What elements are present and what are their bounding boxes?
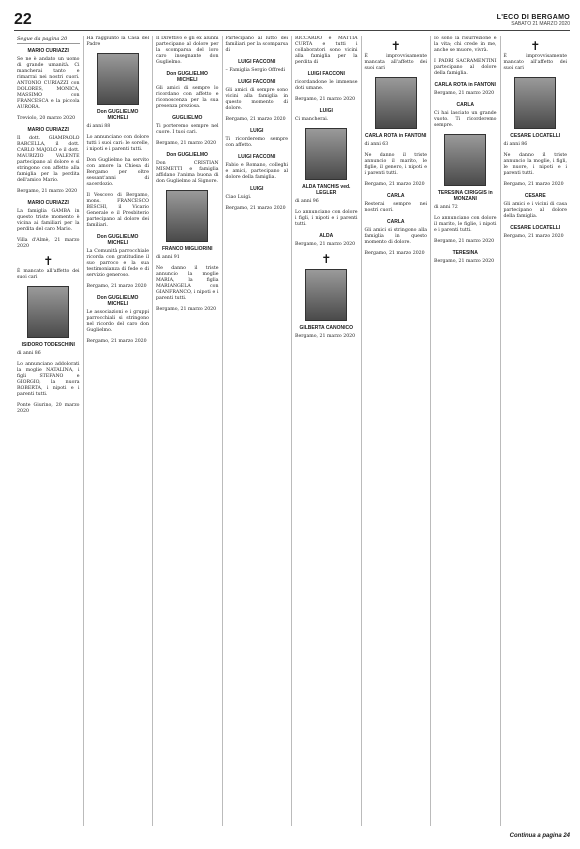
- portrait-photo: [514, 77, 556, 129]
- notice-text: Bergamo, 21 marzo 2020: [225, 206, 286, 211]
- notice-text: Bergamo, 21 marzo 2020: [295, 97, 356, 102]
- deceased-name: CARLA ROTA in FANTONI: [434, 82, 496, 88]
- notice-text: di anni 91: [156, 255, 180, 260]
- notice-text: Le associazioni e i gruppi parrocchiali si stringono nel ricordo del caro don Guglielmo.: [86, 310, 149, 333]
- deceased-name: ISIDORO TODESCHINI: [21, 342, 75, 348]
- notice-text: Ha raggiunto la Casa del Padre: [86, 36, 149, 47]
- deceased-name: TERESINA CIRIGGIS in MONZANI: [437, 190, 493, 202]
- notice-text: Il dott. GIAMPAOLO BARCELLA, il dott. CARLO MAJOLO e il dott. MAURIZIO VALENTE partecipano al dolore e si stringono con affetto alla famiglia per la perdita dell'amico Mario.: [17, 136, 80, 183]
- notice-text: Fabio e Romano, colleghi e amici, partecipano al dolore della famiglia.: [225, 163, 288, 180]
- deceased-name: CESARE LOCATELLI: [510, 225, 561, 231]
- deceased-name: CESARE LOCATELLI: [510, 133, 561, 139]
- column-2: [84, 36, 154, 826]
- notice-text: di anni 86: [17, 351, 41, 356]
- deceased-name: GILBERTA CANONICO: [299, 325, 354, 331]
- page-header: [14, 10, 570, 31]
- notice-text: Se ne è andato un uomo di grande umanità. Ci mancherai tanto e rimarrai nei nostri cuori. ANTONIO CURIAZZI con DOLORES, MONICA, MASSIMO con FRANCESCA e la piccola AURORA.: [17, 57, 80, 110]
- portrait-photo: [375, 77, 417, 129]
- notice-text: Partecipano al lutto dei familiari per la scomparsa di: [225, 36, 288, 53]
- column-5: [292, 36, 362, 826]
- cross-icon: ✝: [530, 39, 541, 53]
- notice-text: Bergamo, 21 marzo 2020: [295, 242, 356, 247]
- notice-text: Bergamo, 21 marzo 2020: [434, 239, 495, 244]
- notice-text: Gli amici di sempre sono vicini alla famiglia in questo momento di dolore.: [225, 88, 288, 111]
- notice-text: Bergamo, 21 marzo 2020: [156, 307, 217, 312]
- deceased-name: FRANCO MIGLIORINI: [161, 246, 213, 252]
- cross-icon: ✝: [390, 39, 401, 53]
- notice-text: Bergamo, 21 marzo 2020: [86, 284, 147, 289]
- notice-text: Don Guglielmo ha servito con amore la Chiesa di Bergamo per oltre sessant'anni di sacerdozio.: [86, 158, 149, 187]
- column-6: [362, 36, 432, 826]
- notice-text: È improvvisamente mancato all'affetto dei suoi cari: [503, 54, 567, 71]
- column-4: [223, 36, 293, 826]
- column-3: [153, 36, 223, 826]
- section-continued-label: Segue da pagina 20: [17, 36, 80, 44]
- deceased-name: Don GUGLIELMO: [166, 152, 208, 158]
- notice-text: ricordandone le immense doti umane.: [295, 80, 358, 91]
- notice-text: Villa d'Almè, 21 marzo 2020: [17, 238, 80, 249]
- deceased-name: MARIO CURIAZZI: [27, 127, 69, 133]
- notice-text: Lo annunciano con dolore i figli, i nipoti e i parenti tutti.: [295, 210, 358, 227]
- deceased-name: GUGLIELMO: [172, 115, 203, 121]
- continuation-note: Continua a pagina 24: [509, 833, 570, 839]
- notice-text: Il Vescovo di Bergamo, mons. FRANCESCO BESCHI, il Vicario Generale e il Presbiterio partecipano al dolore dei familiari.: [86, 193, 149, 228]
- notice-text: Bergamo, 21 marzo 2020: [295, 334, 356, 339]
- notice-text: Lo annunciano con dolore tutti i suoi cari: le sorelle, i nipoti e i parenti tutti.: [86, 135, 149, 152]
- portrait-photo: [97, 53, 139, 105]
- deceased-name: CARLA ROTA in FANTONI: [365, 133, 427, 139]
- column-1: [14, 36, 84, 826]
- notice-text: Ci mancherai.: [295, 117, 329, 122]
- notice-text: Treviolo, 20 marzo 2020: [17, 116, 76, 121]
- notice-text: Bergamo, 21 marzo 2020: [503, 234, 564, 239]
- notice-text: Ti ricorderemo sempre con affetto.: [225, 137, 288, 148]
- notice-text: Bergamo, 21 marzo 2020: [156, 141, 217, 146]
- deceased-name: Don GUGLIELMO MICHELI: [97, 109, 139, 121]
- notice-text: Bergamo, 21 marzo 2020: [86, 339, 147, 344]
- notice-text: Bergamo, 21 marzo 2020: [225, 117, 286, 122]
- cross-icon: ✝: [321, 252, 332, 266]
- deceased-name: ALDA: [319, 233, 334, 239]
- portrait-photo: [305, 269, 347, 321]
- notice-text: Lo annunciano con dolore il marito, le figlie, i nipoti e i parenti tutti.: [434, 216, 497, 233]
- deceased-name: Don GUGLIELMO MICHELI: [97, 234, 139, 246]
- obituary-columns: [14, 36, 570, 826]
- deceased-name: LUIGI: [319, 108, 333, 114]
- notice-text: Ci hai lasciato un grande vuoto. Ti ricorderemo sempre.: [434, 111, 497, 128]
- notice-text: – Famiglia Sergio Offredi: [225, 68, 286, 73]
- notice-text: Gli amici e i vicini di casa partecipano al dolore della famiglia.: [503, 202, 567, 219]
- notice-text: di anni 63: [364, 142, 389, 147]
- deceased-name: Don GUGLIELMO MICHELI: [166, 71, 208, 83]
- deceased-name: LUIGI: [250, 186, 264, 192]
- notice-text: Lo annunciano addolorati la moglie NATALINA, i figli STEFANO e GIORGIO, la nuora ROBERTA, i nipoti e i parenti tutti.: [17, 362, 80, 397]
- notice-text: Ti porteremo sempre nel cuore. I tuoi cari.: [156, 124, 219, 135]
- notice-text: Ciao Luigi.: [225, 195, 252, 200]
- notice-text: Bergamo, 21 marzo 2020: [503, 182, 564, 187]
- notice-text: Ne danno il triste annuncio la moglie, i figli, le nuore, i nipoti e i parenti tutti.: [503, 153, 567, 176]
- notice-text: Ne danno il triste annuncio la moglie MARIA, la figlia MARIANGELA con GIANFRANCO, i nipoti e i parenti tutti.: [156, 266, 219, 301]
- newspaper-title: L'ECO DI BERGAMO: [496, 14, 570, 21]
- notice-text: Bergamo, 21 marzo 2020: [434, 259, 495, 264]
- notice-text: È improvvisamente mancata all'affetto dei suoi cari: [364, 54, 427, 71]
- portrait-photo: [166, 190, 208, 242]
- masthead: [497, 14, 570, 30]
- issue-date: SABATO 21 MARZO 2020: [511, 21, 570, 27]
- deceased-name: LUIGI: [250, 128, 264, 134]
- notice-text: Ponte Giurino, 20 marzo 2020: [17, 403, 80, 414]
- notice-text: Bergamo, 21 marzo 2020: [434, 91, 495, 96]
- notice-text: Don CRISTIAN MISMETTI e famiglia affidano l'anima buona di don Guglielmo al Signore.: [156, 161, 219, 184]
- column-7: [431, 36, 501, 826]
- notice-text: di anni 86: [503, 142, 528, 147]
- notice-text: Bergamo, 21 marzo 2020: [364, 182, 425, 187]
- portrait-photo: [305, 128, 347, 180]
- notice-text: La famiglia GAMBA in questo triste momento è vicina ai familiari per la perdita del caro Mario.: [17, 209, 80, 232]
- column-8: [501, 36, 571, 826]
- notice-text: di anni 72: [434, 205, 458, 210]
- notice-text: di anni 96: [295, 199, 319, 204]
- deceased-name: CARLA: [387, 193, 405, 199]
- notice-text: RICCARDO e MATTIA CURTA e tutti i collaboratori sono vicini alla famiglia per la perdita di: [295, 36, 358, 65]
- deceased-name: LUIGI FACCONI: [238, 59, 276, 65]
- deceased-name: TERESINA: [452, 250, 478, 256]
- notice-text: Io sono la risurrezione e la vita; chi crede in me, anche se muore, vivrà.: [434, 36, 497, 53]
- notice-text: Gli amici di sempre lo ricordano con affetto e riconoscenza per la sua presenza preziosa.: [156, 86, 219, 109]
- portrait-photo: [27, 286, 69, 338]
- deceased-name: LUIGI FACCONI: [238, 79, 276, 85]
- deceased-name: Don GUGLIELMO MICHELI: [97, 295, 139, 307]
- notice-text: La Comunità parrocchiale ricorda con gratitudine il suo parroco e la sua testimonianza di fede e di servizio generoso.: [86, 249, 149, 278]
- notice-text: Ne danno il triste annuncio il marito, le figlie, il genero, i nipoti e i parenti tutti.: [364, 153, 427, 176]
- deceased-name: LUIGI FACCONI: [238, 154, 276, 160]
- deceased-name: MARIO CURIAZZI: [27, 200, 69, 206]
- notice-text: Bergamo, 21 marzo 2020: [17, 189, 78, 194]
- portrait-photo: [444, 134, 486, 186]
- notice-text: Resterai sempre nei nostri cuori.: [364, 202, 427, 213]
- deceased-name: CARLA: [456, 102, 474, 108]
- notice-text: Gli amici si stringono alla famiglia in questo momento di dolore.: [364, 228, 427, 245]
- cross-icon: ✝: [43, 254, 54, 268]
- notice-text: È mancato all'affetto dei suoi cari: [17, 269, 80, 280]
- deceased-name: LUIGI FACCONI: [307, 71, 345, 77]
- notice-text: Il Direttivo e gli ex alunni partecipano al dolore per la scomparsa del loro caro insegnante don Guglielmo.: [156, 36, 219, 65]
- deceased-name: CARLA: [387, 219, 405, 225]
- deceased-name: CESARE: [524, 193, 546, 199]
- deceased-name: ALDA TANCHIS ved. LEGLER: [302, 184, 351, 196]
- notice-text: I PADRI SACRAMENTINI partecipano al dolore della famiglia.: [434, 59, 497, 76]
- deceased-name: MARIO CURIAZZI: [27, 48, 69, 54]
- notice-text: di anni 88: [86, 124, 111, 129]
- page-number: 22: [14, 11, 32, 28]
- notice-text: Bergamo, 21 marzo 2020: [364, 251, 425, 256]
